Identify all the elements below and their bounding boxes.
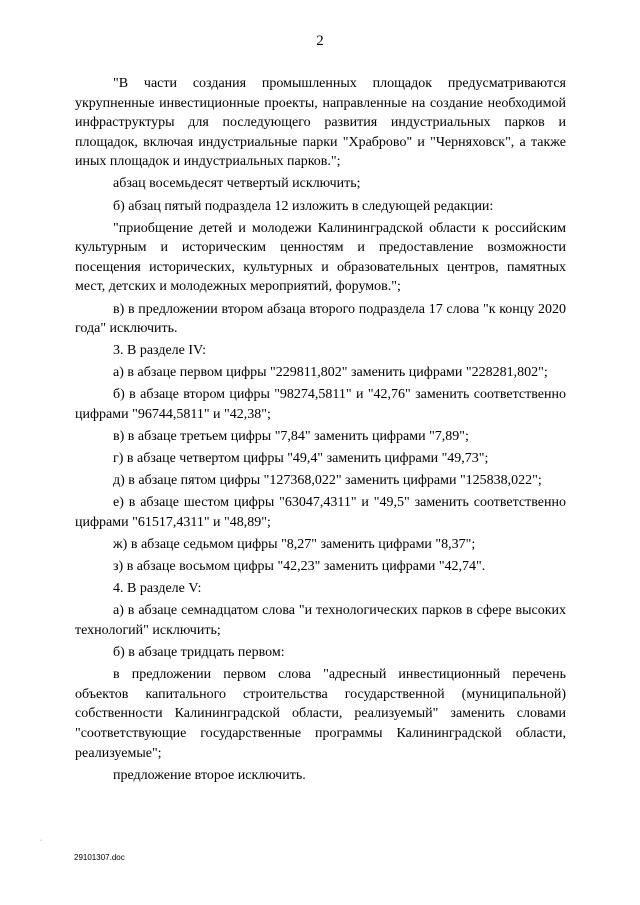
paragraph: е) в абзаце шестом цифры "63047,4311" и "49,5" заменить соответственно цифрами "61517,4311" и "48,89"; — [75, 495, 566, 530]
document-body — [75, 74, 566, 785]
page-number: 2 — [316, 33, 324, 49]
paragraph: предложение второе исключить. — [113, 767, 306, 783]
section-heading: 4. В разделе V: — [113, 581, 202, 597]
paragraph: з) в абзаце восьмом цифры "42,23" заменить цифрами "42,74". — [113, 559, 486, 575]
paragraph: б) в абзаце втором цифры "98274,5811" и "42,76" заменить соответственно цифрами "96744,5811" и "42,38"; — [75, 387, 566, 422]
paragraph: а) в абзаце семнадцатом слова "и технологических парков в сфере высоких технологий" исключить; — [75, 603, 566, 638]
paragraph: а) в абзаце первом цифры "229811,802" заменить цифрами "228281,802"; — [113, 365, 548, 381]
footer-file-name: 29101307.doc — [74, 853, 125, 862]
paragraph: в) в абзаце третьем цифры "7,84" заменить цифрами "7,89"; — [113, 429, 469, 445]
paragraph: в) в предложении втором абзаца второго подраздела 17 слова "к концу 2020 года" исключить. — [75, 301, 566, 337]
paragraph: "В части создания промышленных площадок предусматриваются укрупненные инвестиционные проекты, направленные на создание необходимой инфраструктуры для последующего развития индустриальных парков и площадок, включая индустриальные парки "Храброво" и "Черняховск", а также иных площадок и индустриальных парков."; — [75, 76, 566, 170]
margin-dot-mark: · — [40, 838, 42, 844]
paragraph: в предложении первом слова "адресный инвестиционный перечень объектов капитального строительства государственной (муниципальной) собственности Калининградской области, реализуемый" заменить словами "соответствующие государственные программы Калининградской области, реализуемые"; — [75, 667, 566, 761]
paragraph: абзац восемьдесят четвертый исключить; — [113, 176, 361, 192]
section-heading: 3. В разделе IV: — [113, 343, 206, 359]
paragraph: "приобщение детей и молодежи Калининградской области к российским культурным и историческим ценностям и предоставление возможности посещения исторических, культурных и образовательных центров, памятных мест, детских и молодежных мероприятий, форумов."; — [75, 220, 566, 295]
paragraph: б) абзац пятый подраздела 12 изложить в следующей редакции: — [113, 198, 494, 214]
paragraph: г) в абзаце четвертом цифры "49,4" заменить цифрами "49,73"; — [113, 451, 489, 467]
paragraph: д) в абзаце пятом цифры "127368,022" заменить цифрами "125838,022"; — [113, 473, 542, 489]
paragraph: б) в абзаце тридцать первом: — [113, 645, 285, 661]
paragraph: ж) в абзаце седьмом цифры "8,27" заменить цифрами "8,37"; — [113, 537, 476, 553]
